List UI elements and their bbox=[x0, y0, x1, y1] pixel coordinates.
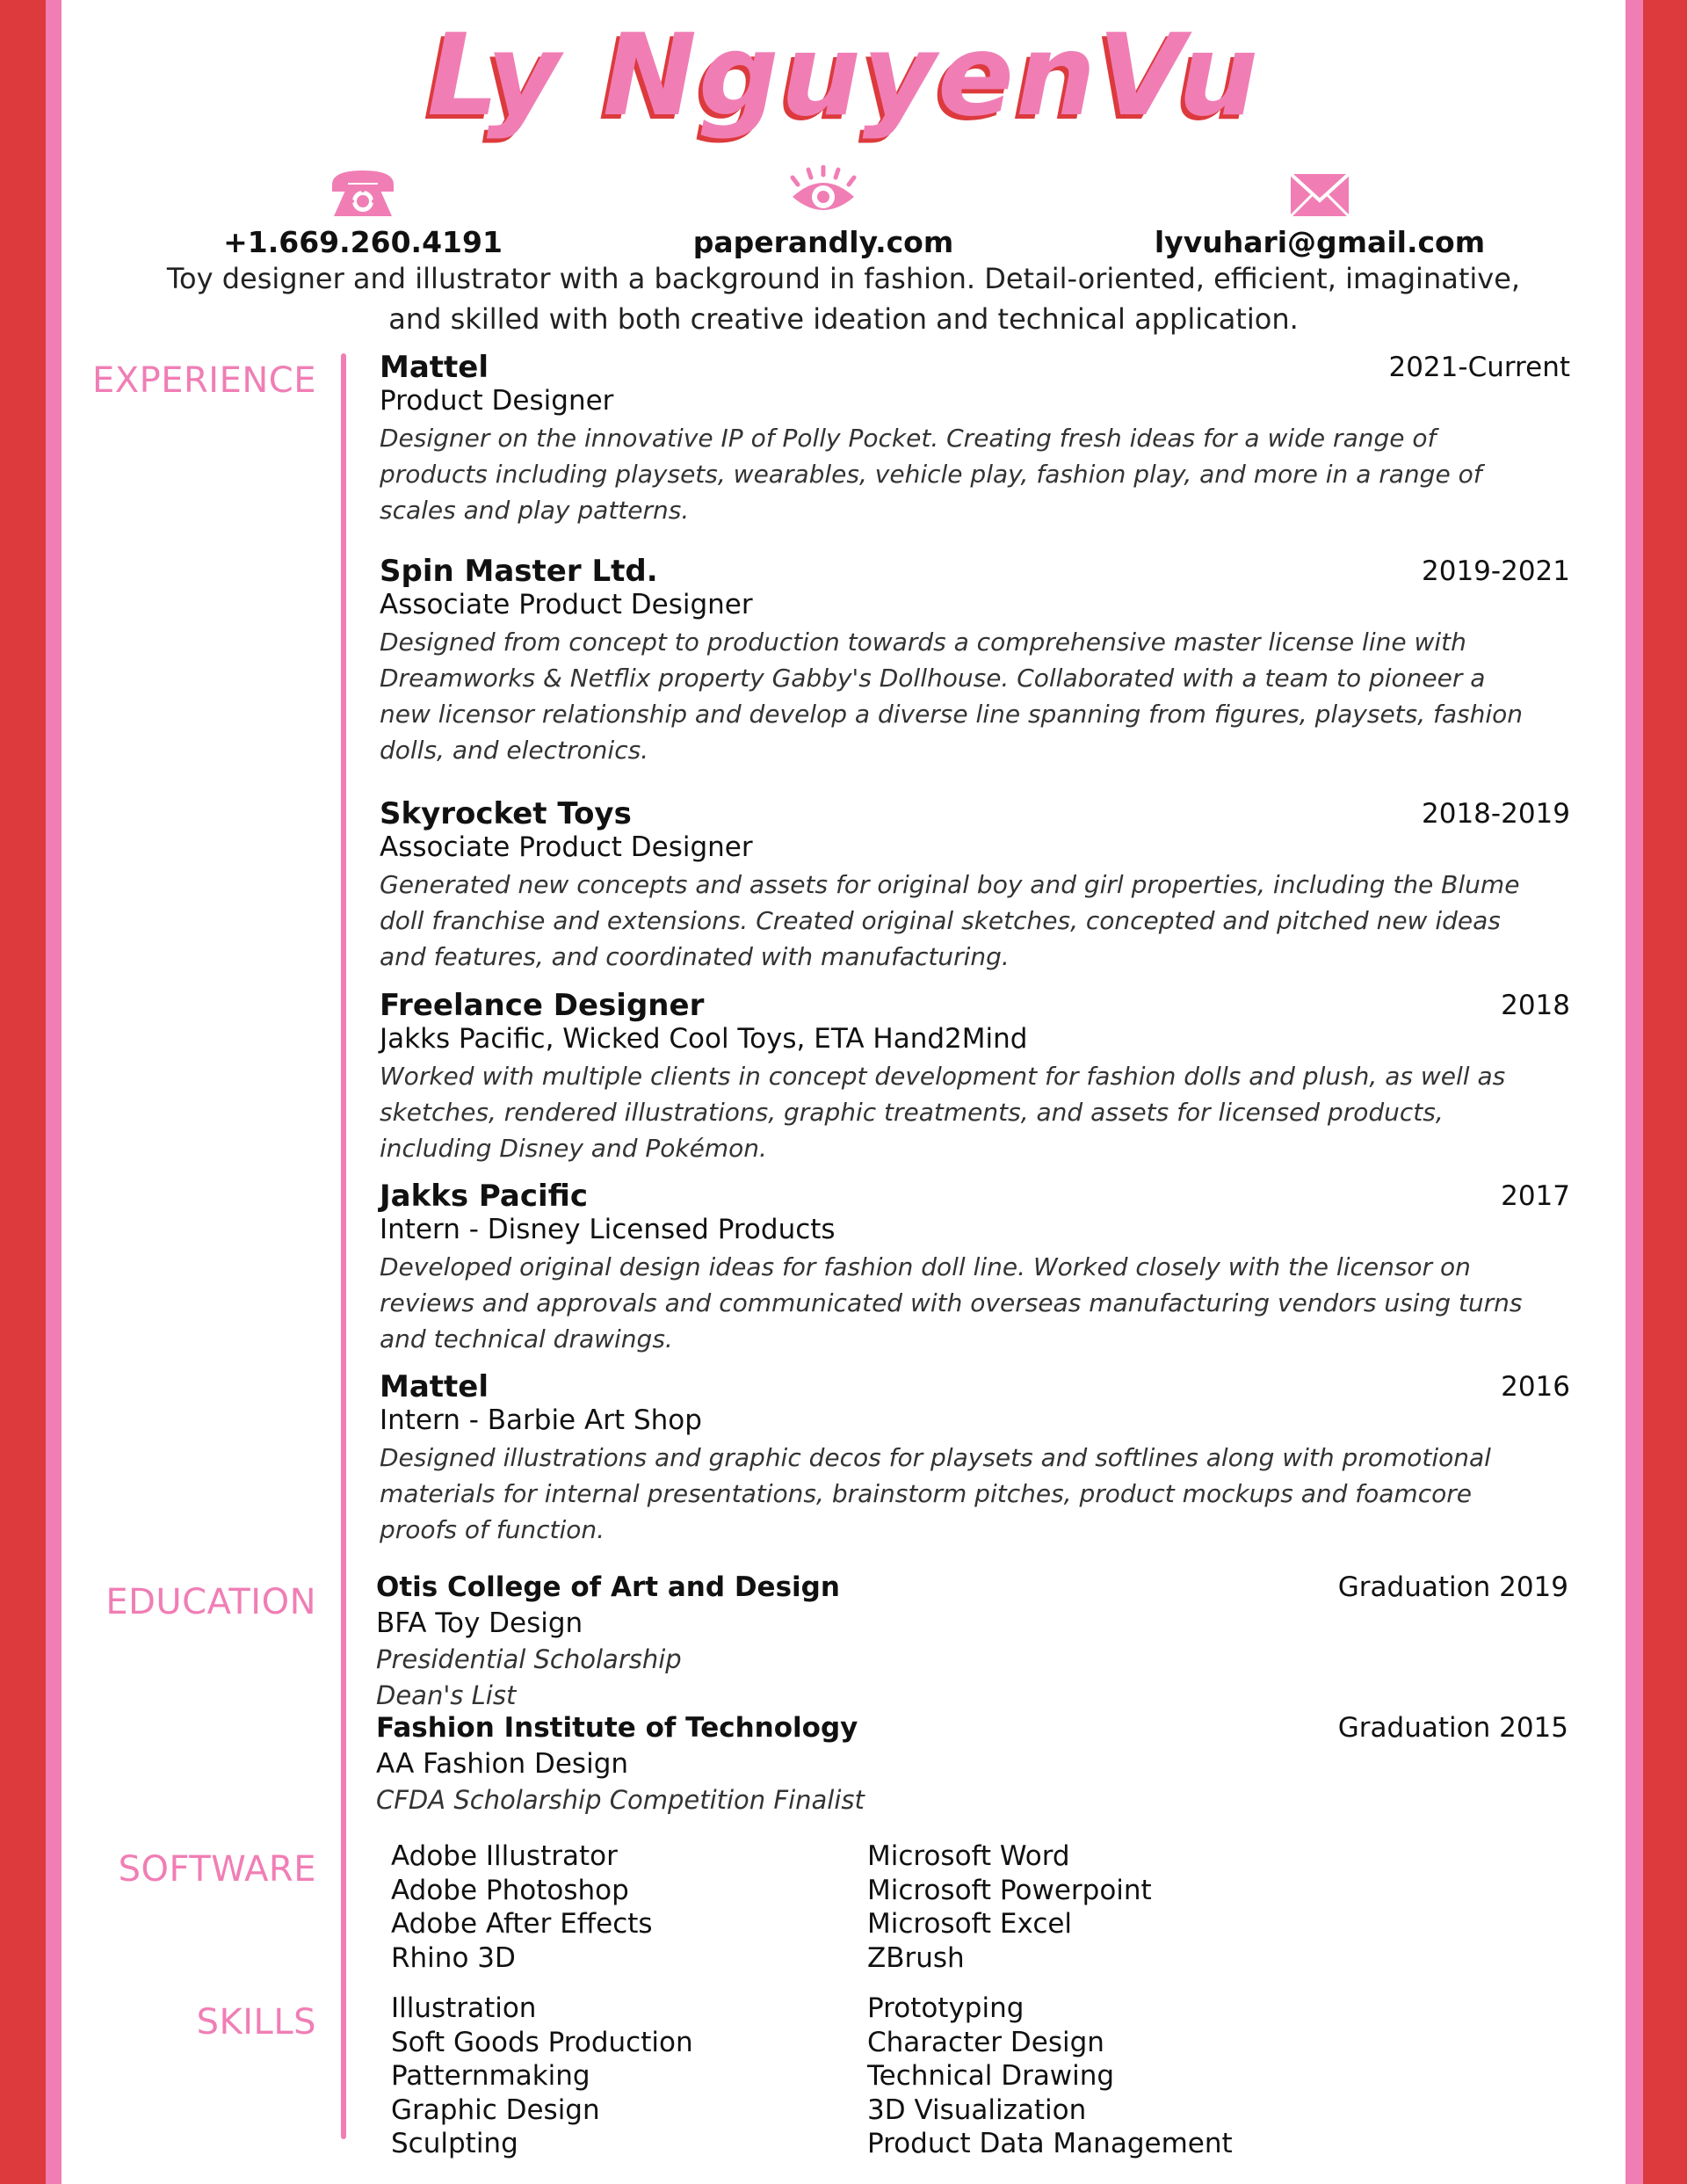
contact-email bbox=[1144, 165, 1495, 260]
job-company: Mattel bbox=[380, 1369, 489, 1404]
email-address[interactable]: lyvuhari@gmail.com bbox=[1154, 225, 1486, 259]
skill-item: Patternmaking bbox=[391, 2060, 590, 2092]
job-role: Intern - Barbie Art Shop bbox=[380, 1404, 702, 1436]
education-heading: EDUCATION bbox=[105, 1582, 316, 1622]
skill-item: Character Design bbox=[867, 2026, 1104, 2058]
job-dates: 2017 bbox=[1501, 1180, 1570, 1212]
school-name: Fashion Institute of Technology bbox=[376, 1712, 858, 1744]
eye-icon bbox=[786, 165, 861, 221]
job-company: Spin Master Ltd. bbox=[380, 554, 658, 589]
software-item: Rhino 3D bbox=[391, 1941, 516, 1974]
skill-item: Technical Drawing bbox=[867, 2060, 1115, 2092]
skill-item: Sculpting bbox=[391, 2128, 518, 2159]
right-border-red bbox=[1643, 0, 1687, 2184]
skills-heading: SKILLS bbox=[196, 2002, 316, 2043]
software-item: Microsoft Word bbox=[867, 1840, 1070, 1872]
envelope-icon bbox=[1288, 165, 1351, 221]
job-company: Jakks Pacific bbox=[380, 1179, 589, 1214]
job-role: Associate Product Designer bbox=[380, 831, 753, 863]
job-company: Skyrocket Toys bbox=[380, 796, 632, 831]
job-description: Designer on the innovative IP of Polly Pocket. Creating fresh ideas for a wide range of products including playsets, wearables, vehicle play, fashion play, and more in a range of scales and play patterns. bbox=[380, 424, 1482, 525]
software-list-1 bbox=[391, 1839, 653, 1975]
skills-list-1 bbox=[391, 1992, 693, 2161]
software-list-2 bbox=[867, 1839, 1152, 1975]
phone-number[interactable]: +1.669.260.4191 bbox=[223, 225, 503, 259]
skill-item: Product Data Management bbox=[867, 2128, 1233, 2159]
resume-name: Ly NguyenVu bbox=[427, 11, 1260, 141]
job-company: Freelance Designer bbox=[380, 988, 705, 1023]
job-role: Intern - Disney Licensed Products bbox=[380, 1214, 836, 1245]
job-role: Associate Product Designer bbox=[380, 589, 753, 620]
honor: Dean's List bbox=[376, 1680, 517, 1710]
experience-entry bbox=[380, 1369, 1570, 1548]
experience-heading: EXPERIENCE bbox=[91, 360, 316, 401]
skills-list-2 bbox=[867, 1992, 1233, 2161]
software-item: Adobe Photoshop bbox=[391, 1874, 629, 1906]
experience-entry bbox=[380, 1179, 1570, 1357]
skill-item: Illustration bbox=[391, 1992, 537, 2024]
job-company: Mattel bbox=[380, 350, 489, 385]
skill-item: Prototyping bbox=[867, 1992, 1025, 2024]
software-item: Adobe Illustrator bbox=[391, 1840, 618, 1872]
honor: CFDA Scholarship Competition Finalist bbox=[376, 1785, 865, 1815]
job-dates: 2018 bbox=[1501, 990, 1570, 1021]
skill-item: Graphic Design bbox=[391, 2093, 600, 2126]
job-description: Developed original design ideas for fashion doll line. Worked closely with the licensor on reviews and approvals and communicated with overseas manufacturing vendors using turns and technical drawings. bbox=[380, 1252, 1523, 1353]
skill-item: Soft Goods Production bbox=[391, 2026, 693, 2058]
job-dates: 2018-2019 bbox=[1422, 798, 1570, 830]
job-role: Product Designer bbox=[380, 385, 614, 417]
degree: AA Fashion Design bbox=[376, 1748, 629, 1780]
degree: BFA Toy Design bbox=[376, 1607, 583, 1639]
job-dates: 2019-2021 bbox=[1422, 555, 1570, 587]
software-item: Adobe After Effects bbox=[391, 1908, 653, 1940]
contact-phone bbox=[187, 165, 539, 260]
left-border-red bbox=[0, 0, 46, 2184]
job-description: Generated new concepts and assets for original boy and girl properties, including the Blume doll franchise and extensions. Created original sketches, concepted and pitched new ideas and features, and coordinated with manufacturing. bbox=[380, 870, 1520, 971]
education-entry bbox=[376, 1710, 1568, 1818]
experience-entry bbox=[380, 988, 1570, 1166]
skill-item: 3D Visualization bbox=[867, 2093, 1087, 2126]
contact-website bbox=[648, 165, 999, 260]
graduation-date: Graduation 2019 bbox=[1337, 1571, 1568, 1603]
software-heading: SOFTWARE bbox=[118, 1849, 316, 1890]
graduation-date: Graduation 2015 bbox=[1337, 1712, 1568, 1744]
job-dates: 2016 bbox=[1501, 1371, 1570, 1403]
section-divider bbox=[341, 353, 346, 2139]
job-description: Worked with multiple clients in concept development for fashion dolls and plush, as well as sketches, rendered illustrations, graphic treatments, and assets for licensed products, including Disney and Pokémon. bbox=[380, 1062, 1506, 1163]
telephone-icon bbox=[327, 165, 399, 221]
website-link[interactable]: paperandly.com bbox=[692, 225, 954, 259]
job-role: Jakks Pacific, Wicked Cool Toys, ETA Hand2Mind bbox=[380, 1023, 1028, 1055]
education-entry bbox=[376, 1570, 1568, 1714]
job-description: Designed illustrations and graphic decos for playsets and softlines along with promotional materials for internal presentations, brainstorm pitches, product mockups and foamcore proofs of function. bbox=[380, 1443, 1491, 1544]
honor: Presidential Scholarship bbox=[376, 1644, 682, 1674]
school-name: Otis College of Art and Design bbox=[376, 1571, 840, 1603]
right-border-pink bbox=[1625, 0, 1643, 2184]
summary: Toy designer and illustrator with a background in fashion. Detail-oriented, efficient, imaginative, and skilled with both creative ideation and technical application. bbox=[166, 262, 1521, 336]
experience-entry bbox=[380, 554, 1570, 768]
job-description: Designed from concept to production towards a comprehensive master license line with Dreamworks & Netflix property Gabby's Dollhouse. Collaborated with a team to pioneer a new licensor relationship and develop a diverse line spanning from figures, playsets, fashion dolls, and electronics. bbox=[380, 628, 1524, 765]
left-border-pink bbox=[46, 0, 62, 2184]
experience-entry bbox=[380, 350, 1570, 528]
job-dates: 2021-Current bbox=[1388, 352, 1570, 383]
software-item: ZBrush bbox=[867, 1941, 965, 1974]
experience-entry bbox=[380, 796, 1570, 975]
software-item: Microsoft Powerpoint bbox=[867, 1874, 1152, 1906]
software-item: Microsoft Excel bbox=[867, 1908, 1073, 1940]
